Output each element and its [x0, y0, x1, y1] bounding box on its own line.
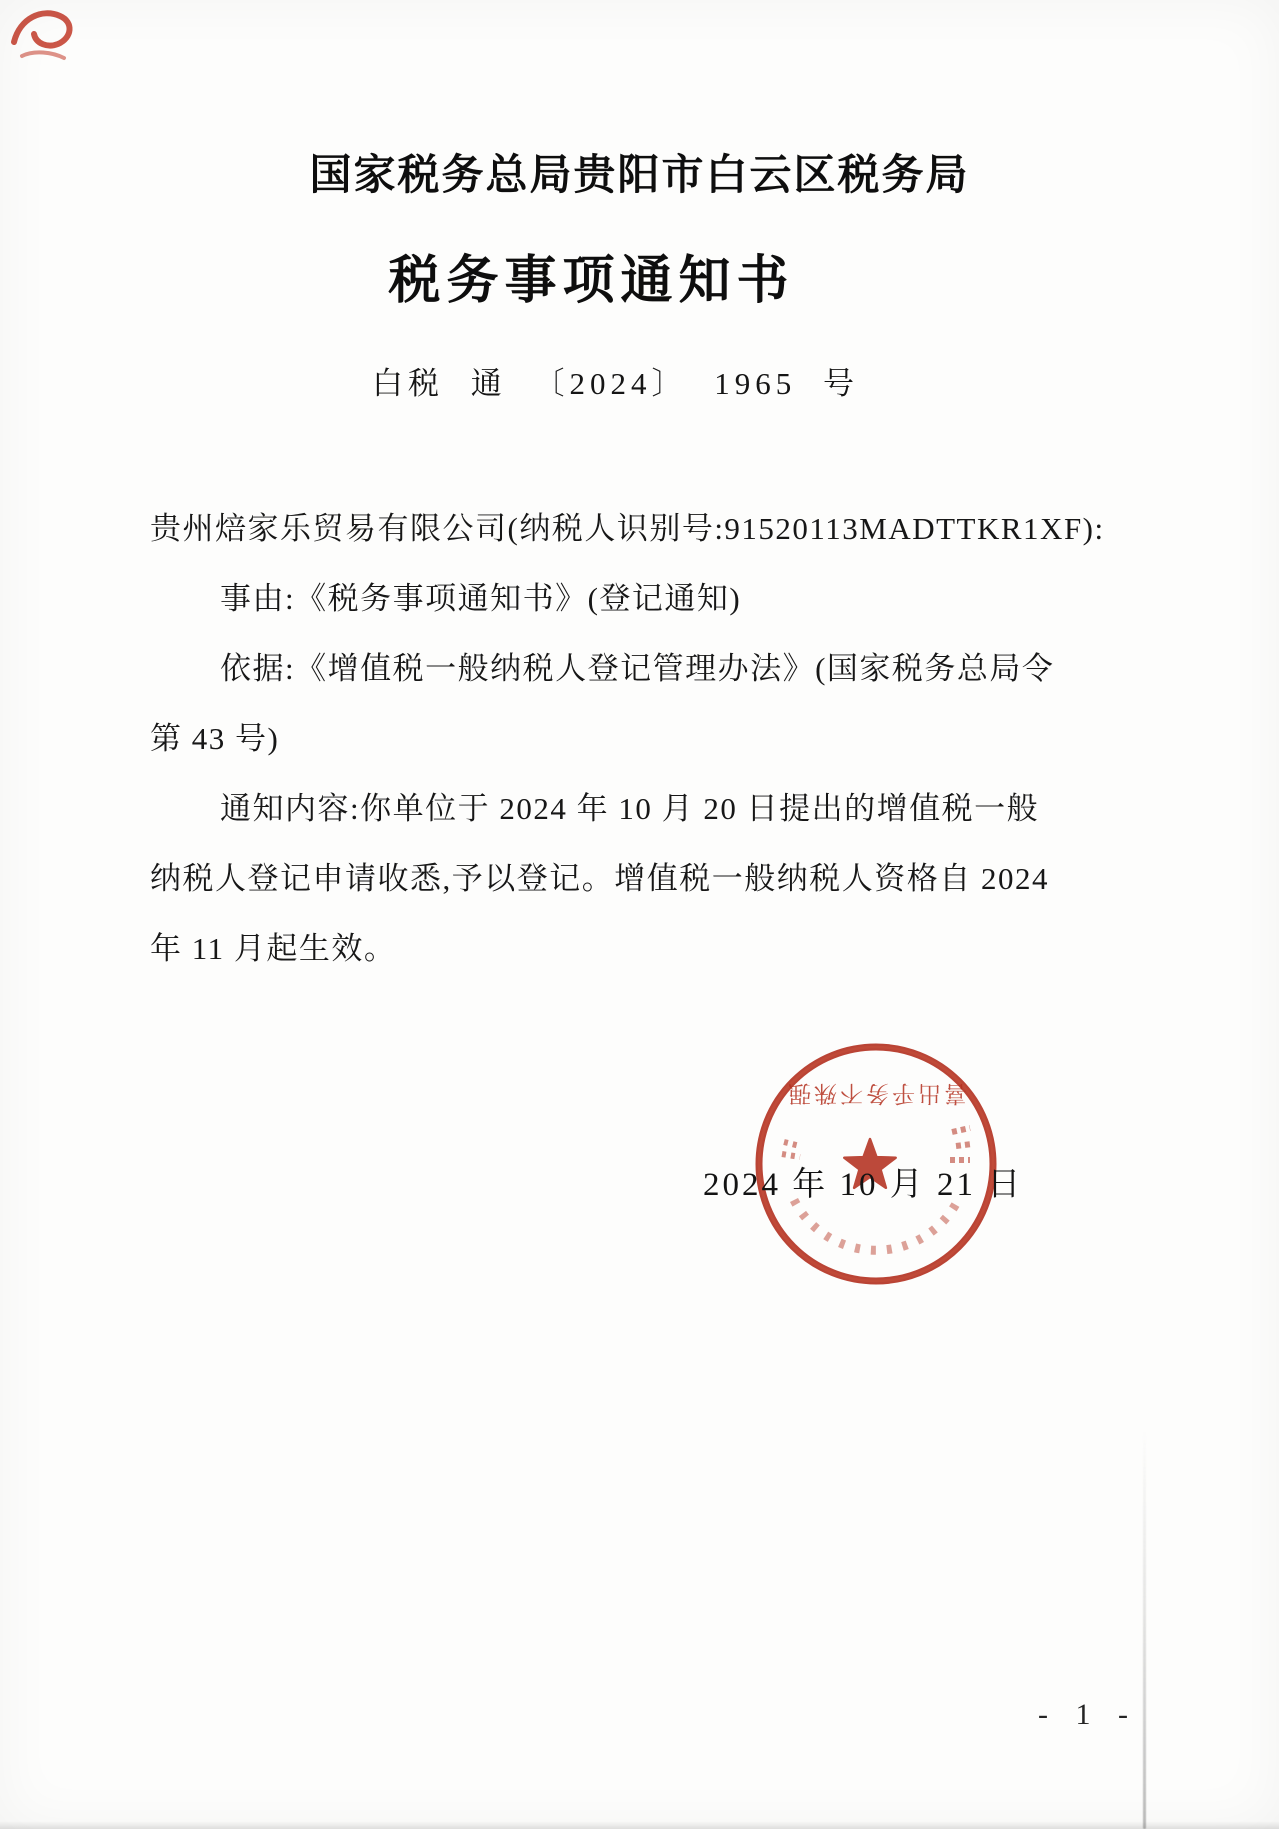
page-number: - 1 -: [1038, 1698, 1138, 1731]
scan-bottom-shadow: [0, 1821, 1279, 1829]
red-corner-mark: [8, 4, 88, 70]
body-line-subject: 事由:《税务事项通知书》(登记通知): [220, 581, 742, 616]
seal-arc-marks: [794, 1200, 958, 1250]
seal-text: 喜出乎务不殊强: [785, 1081, 967, 1107]
body-line-content: 通知内容:你单位于 2024 年 10 月 20 日提出的增值税一般: [220, 791, 1040, 826]
notice-title: 税务事项通知书: [388, 252, 795, 310]
issue-date: 2024 年 10 月 21 日: [703, 1167, 1024, 1203]
body-line-recipient: 贵州焙家乐贸易有限公司(纳税人识别号:91520113MADTTKR1XF):: [150, 511, 1105, 546]
body-line-basis-2: 第 43 号): [150, 721, 280, 756]
scan-crease: [1143, 1430, 1146, 1829]
agency-title: 国家税务总局贵阳市白云区税务局: [309, 151, 970, 198]
notice-body: [150, 494, 1110, 984]
body-line-content-3: 年 11 月起生效。: [150, 931, 397, 966]
document-number: 白税 通 〔2024〕 1965 号: [372, 366, 859, 401]
body-line-basis: 依据:《增值税一般纳税人登记管理办法》(国家税务总局令: [220, 651, 1055, 686]
seal-side-mark-right: [950, 1128, 972, 1160]
body-line-content-2: 纳税人登记申请收悉,予以登记。增值税一般纳税人资格自 2024: [150, 861, 1049, 896]
seal-side-mark-left: [782, 1142, 800, 1157]
